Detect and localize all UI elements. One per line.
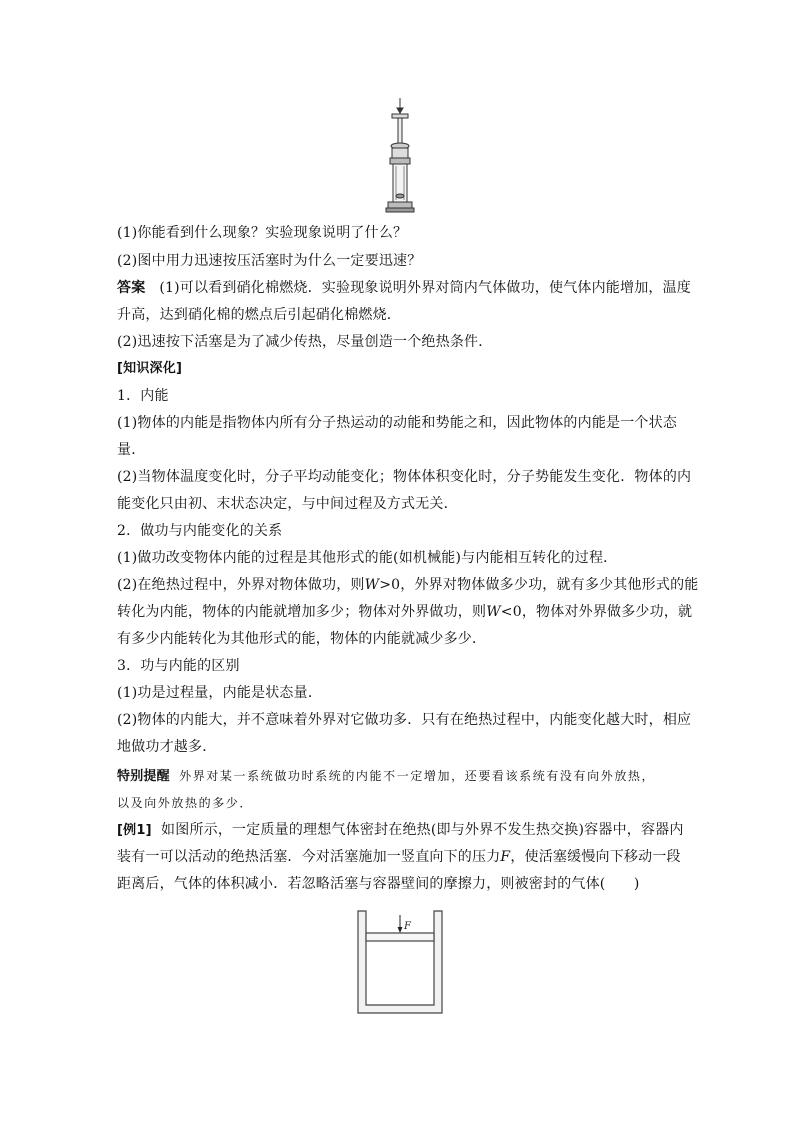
answer-line-1 (117, 278, 691, 298)
piston (366, 933, 434, 941)
section-2-p2-text-a: (2)在绝热过程中，外界对物体做功，则 (117, 577, 365, 593)
answer-label: 答案 (117, 280, 146, 296)
section-3-p2-line1: (2)物体的内能大，并不意味着外界对它做功多．只有在绝热过程中，内能变化越大时，相应 (117, 712, 692, 728)
force-arrow-head (398, 927, 403, 933)
work-variable: W (364, 577, 380, 593)
section-2-p2-line2-text-b: <0，物体对外界做多少功，就 (500, 604, 693, 620)
example-line-2 (117, 847, 681, 867)
example-line-1 (117, 820, 684, 841)
section-1-p1-line1: (1)物体的内能是指物体内所有分子热运动的动能和势能之和，因此物体的内能是一个状态 (117, 415, 678, 431)
example-label: [例1] (117, 823, 152, 838)
example-text-2b: ，使活塞缓慢向下移动一段 (510, 849, 681, 865)
tip-line-2: 以及向外放热的多少． (117, 796, 254, 810)
section-1-p2-line1: (2)当物体温度变化时，分子平均动能变化；物体体积变化时，分子势能发生变化．物体的内 (117, 469, 692, 485)
fire-syringe-drawing (386, 98, 414, 212)
knowledge-heading: [知识深化] (117, 361, 183, 376)
section-2-title: 2．做功与内能变化的关系 (117, 523, 283, 539)
section-1-p1-line2: 量． (117, 442, 146, 458)
section-2-p2-text-b: >0，外界对物体做多少功，就有多少其他形式的能 (379, 577, 699, 593)
section-2-p2-line1 (117, 575, 699, 595)
section-3-p2-line2: 地做功才越多． (117, 739, 217, 755)
fire-syringe-figure (380, 96, 420, 220)
example-text-2a: 装有一可以活动的绝热活塞．今对活塞施加一竖直向下的压力 (117, 849, 501, 865)
example-line-3: 距离后，气体的体积减小．若忽略活塞与容器壁间的摩擦力，则被密封的气体( ) (117, 876, 640, 892)
question-1: (1)你能看到什么现象？实验现象说明了什么？ (117, 225, 408, 241)
section-3-p1: (1)功是过程量，内能是状态量． (117, 685, 323, 701)
section-3-title: 3．功与内能的区别 (117, 658, 240, 674)
tip-line-1 (117, 766, 677, 787)
section-2-p2-line3: 有多少内能转化为其他形式的能，物体的内能就减少多少． (117, 631, 487, 647)
section-2-p2-line2 (117, 602, 693, 622)
section-2-p1: (1)做功改变物体内能的过程是其他形式的能(如机械能)与内能相互转化的过程． (117, 550, 618, 566)
section-1-p2-line2: 能变化只由初、末状态决定，与中间过程及方式无关． (117, 496, 458, 512)
work-variable: W (486, 604, 501, 620)
tip-text-1: 外界对某一系统做功时系统的内能不一定增加，还要看该系统有没有向外放热， (179, 769, 656, 783)
piston-container-figure (356, 909, 444, 1015)
answer-text-1: (1)可以看到硝化棉燃烧．实验现象说明外界对筒内气体做功，使气体内能增加，温度 (159, 280, 691, 296)
example-text-1: 如图所示，一定质量的理想气体密封在绝热(即与外界不发生热交换)容器中，容器内 (161, 822, 684, 838)
force-variable: F (500, 849, 511, 865)
section-2-p2-line2-text-a: 转化为内能，物体的内能就增加多少；物体对外界做功，则 (117, 604, 487, 620)
answer-line-3: (2)迅速按下活塞是为了减少传热，尽量创造一个绝热条件． (117, 334, 493, 350)
section-1-title: 1．内能 (117, 388, 169, 404)
force-label: F (404, 921, 411, 932)
tip-label: 特别提醒 (117, 769, 170, 784)
answer-line-2: 升高，达到硝化棉的燃点后引起硝化棉燃烧． (117, 307, 401, 323)
question-2: (2)图中用力迅速按压活塞时为什么一定要迅速？ (117, 253, 422, 269)
